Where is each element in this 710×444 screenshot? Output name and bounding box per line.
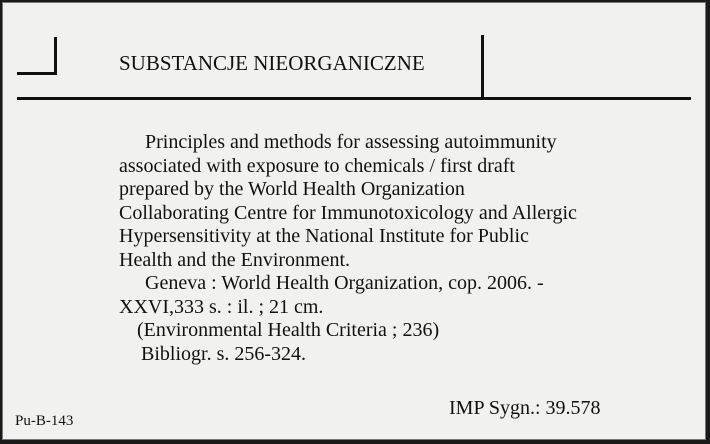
- shelfmark: IMP Sygn.: 39.578: [449, 397, 601, 419]
- card-code: Pu-B-143: [15, 413, 74, 429]
- title-line: Collaborating Centre for Immunotoxicology and Allergic: [119, 201, 577, 224]
- bibliography-line: Bibliogr. s. 256-324.: [141, 342, 307, 365]
- record-body: [119, 131, 679, 366]
- title-line: associated with exposure to chemicals / first draft: [119, 154, 515, 177]
- title-line: Principles and methods for assessing autoimmunity: [145, 131, 557, 153]
- header-vertical-rule: [481, 35, 484, 99]
- catalog-card: [2, 2, 706, 440]
- series-line: (Environmental Health Criteria ; 236): [137, 319, 440, 341]
- title-line: Health and the Environment.: [119, 248, 351, 271]
- publication-line: Geneva : World Health Organization, cop. 2006. -: [145, 272, 544, 294]
- title-line: prepared by the World Health Organization: [119, 178, 465, 200]
- publication-line: XXVI,333 s. : il. ; 21 cm.: [119, 295, 324, 318]
- subject-heading: SUBSTANCJE NIEORGANICZNE: [119, 51, 425, 75]
- corner-bracket-mark: [17, 37, 57, 75]
- title-line: Hypersensitivity at the National Institute for Public: [119, 225, 529, 247]
- header-horizontal-rule: [17, 97, 691, 100]
